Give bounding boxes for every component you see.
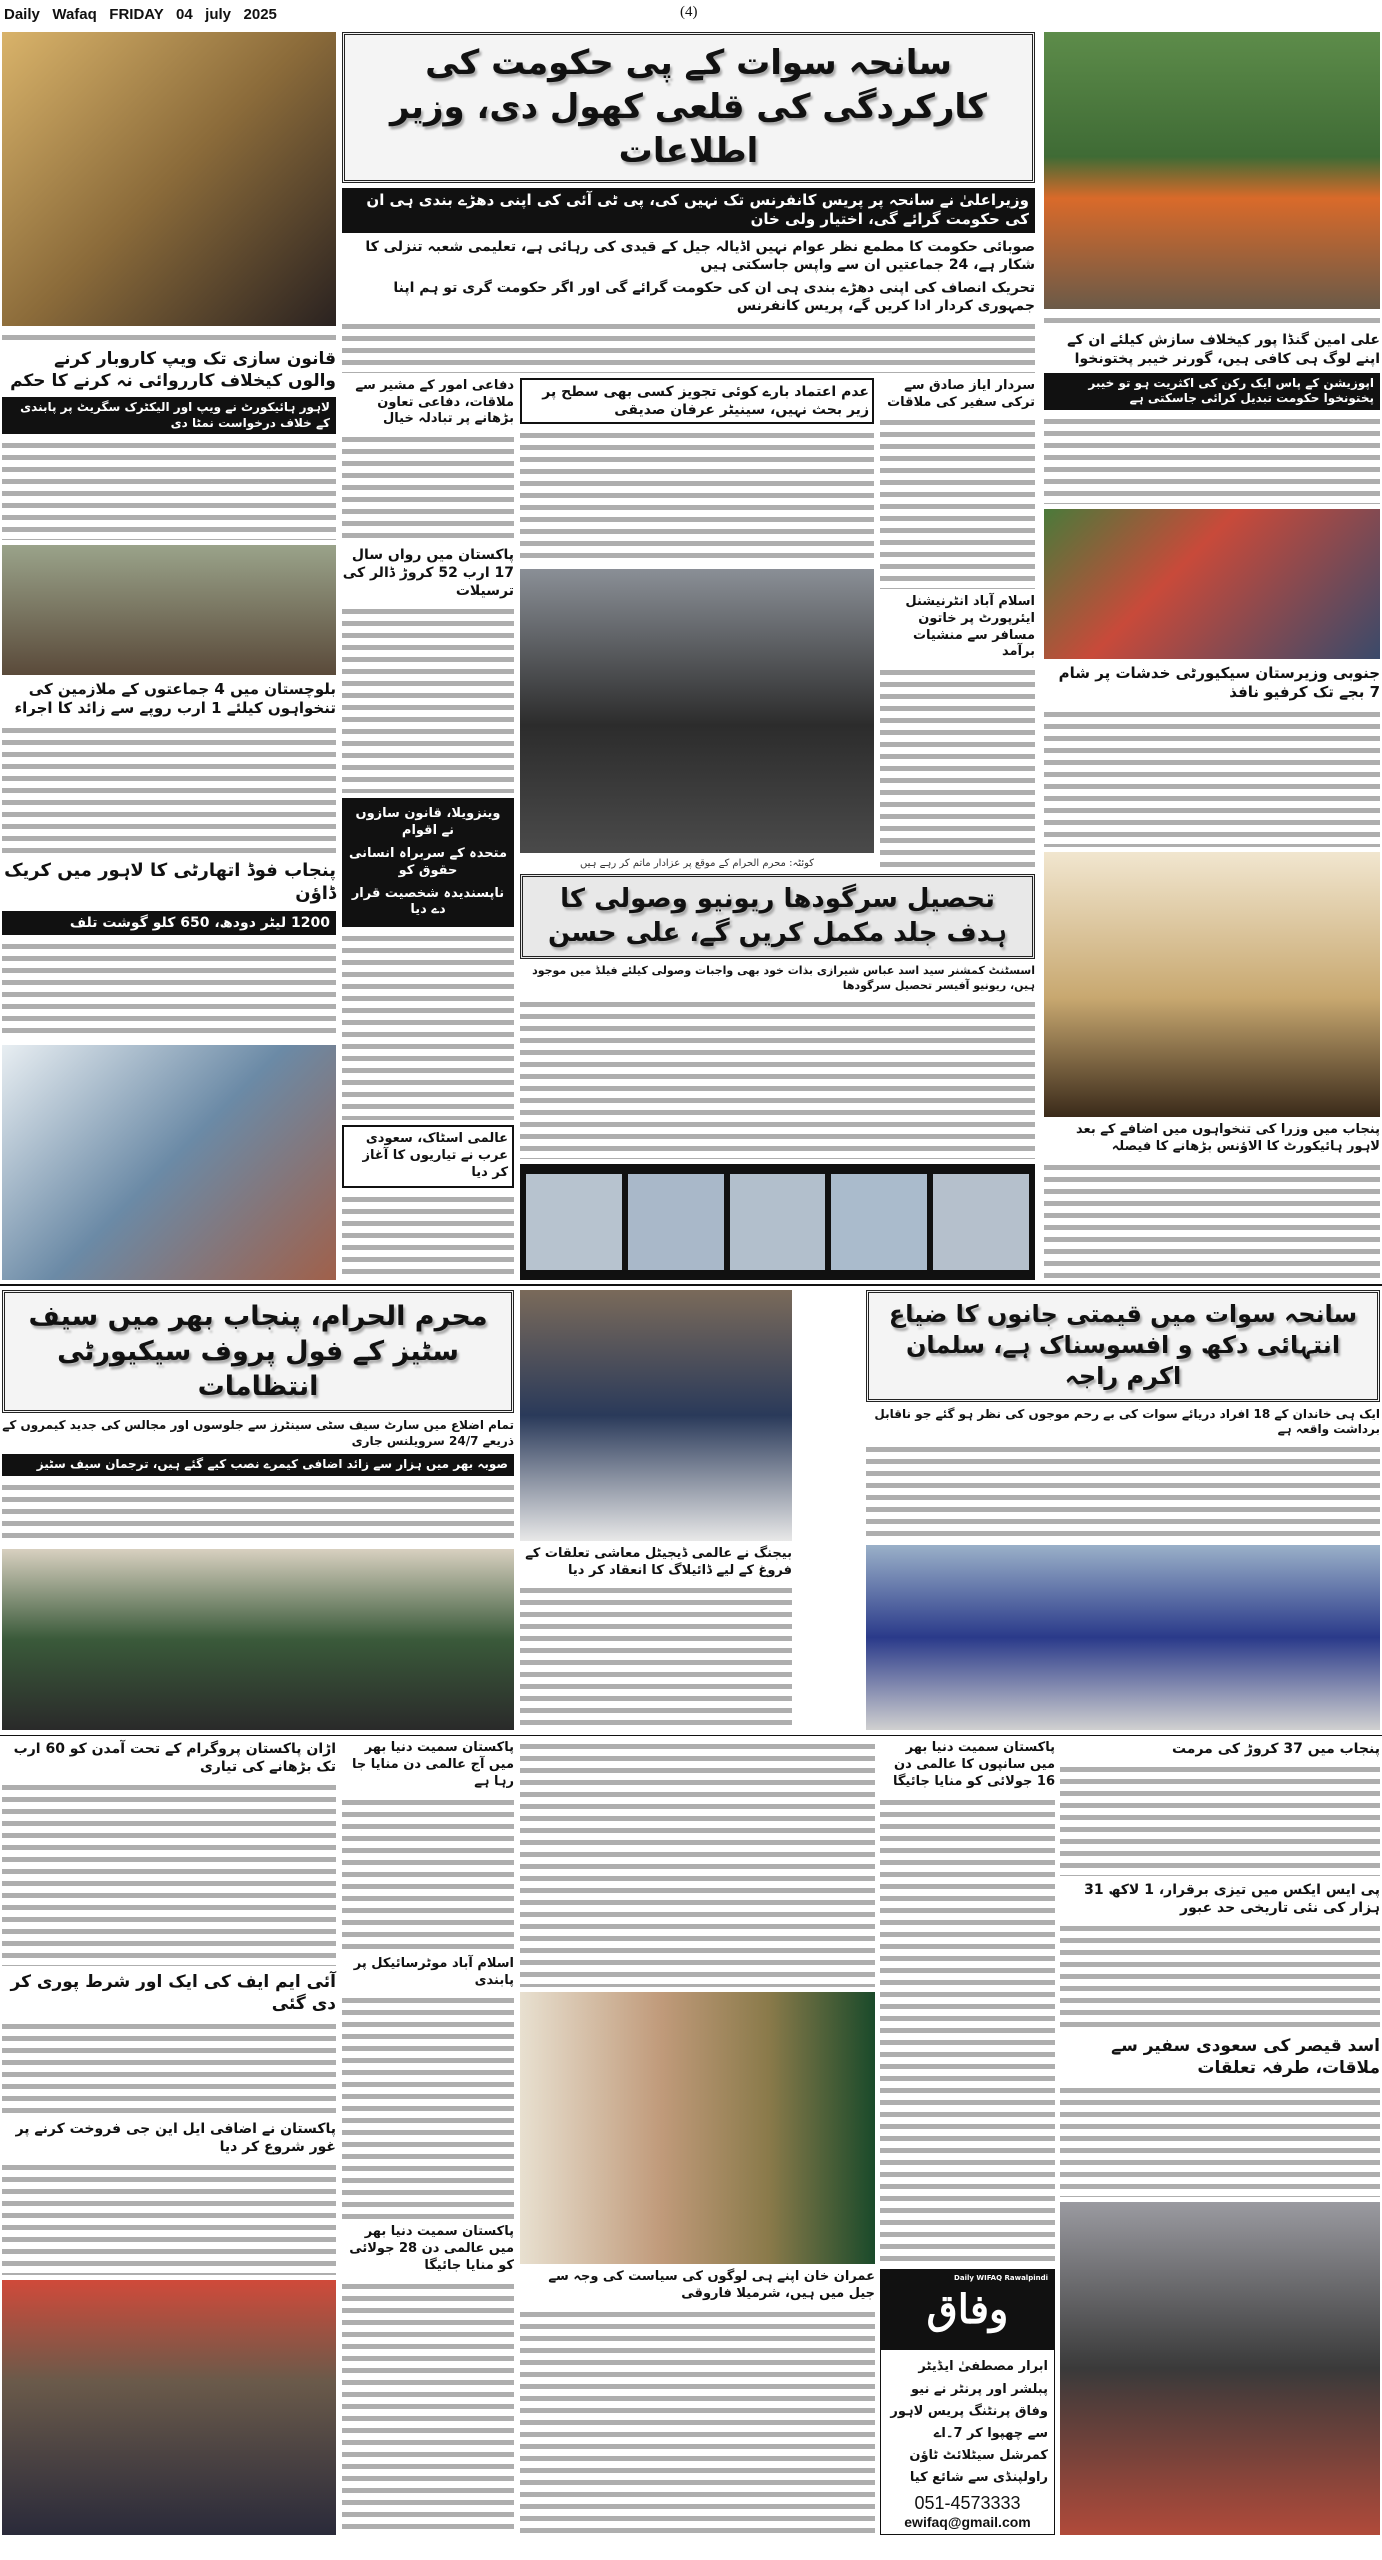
photo-caption (1044, 314, 1380, 326)
right-column-top (1044, 32, 1380, 1280)
centerleft-body-2 (342, 605, 514, 793)
muharram-headline: محرم الحرام، پنجاب بھر میں سیف سٹیز کے فول پروف سیکیورٹی انتظامات (2, 1290, 514, 1413)
right-body-4 (1060, 1763, 1380, 1876)
logo-text: وفاق (926, 2286, 1009, 2334)
photo-caption: کوئٹہ: محرم الحرام کے موقع پر عزادار ماتم کر رہے ہیں (579, 857, 815, 869)
centerright-body-1 (880, 416, 1035, 588)
right-body-2 (1044, 708, 1380, 847)
right-headline-1: علی امین گنڈا پور کیخلاف سازش کیلئے ان کے اپنے لوگ ہی کافی ہیں، گورنر خیبر پختونخوا (1067, 332, 1380, 367)
photo-rescue-team (1044, 32, 1380, 309)
center-region-top (342, 32, 1035, 1280)
center-lower-row (342, 378, 1035, 1280)
centerleft-headline-3: پاکستان سمیت دنیا بھر میں آج عالمی دن منایا جا رہا ہے (351, 1740, 514, 1789)
center-upper-row (520, 378, 1035, 869)
left-body-2 (2, 724, 336, 854)
centerleft-body-1 (342, 433, 514, 541)
centerleft-body-5 (342, 1796, 514, 1951)
left-body-1 (2, 439, 336, 539)
lead-sub3: تحریک انصاف کی اپنی دھڑے بندی ہی ان کی حکومت گرائے گی اور اگر حکومت گری تو ہم اپنا جمہوری کردار ادا کریں گے، پریس کانفرنس (393, 279, 1035, 315)
muharram-body (2, 1481, 514, 1544)
center-body-5 (520, 2308, 875, 2535)
revenue-sub: اسسٹنٹ کمشنر سید اسد عباس شیرازی بذات خود بھی واجبات وصولی کیلئے فیلڈ میں موجود ہیں، ریونیو آفیسر تحصیل سرگودھا (532, 964, 1035, 992)
divider (0, 1735, 1382, 1736)
left-headline-1: قانون سازی تک ویپ کاروبار کرنے والوں کیخلاف کارروائی نہ کرنے کا حکم (10, 349, 336, 392)
centerleft-body-6 (342, 1994, 514, 2219)
photo-safe-city (2, 1549, 514, 1730)
imprint-box (880, 2269, 1055, 2535)
center-headline-3: بیجنگ نے عالمی ڈیجیٹل معاشی تعلقات کے فروغ کے لیے ڈائیلاگ کا انعقاد کر دیا (525, 1545, 792, 1578)
lead-sub2: صوبائی حکومت کا مطمع نظر عوام نہیں اڈیالہ جیل کے قیدی کی رہائی ہے، تعلیمی شعبہ تنزلی کا شکار ہے، 24 جماعتیں ان سے واپس جاسکتی ہیں (365, 238, 1035, 273)
right-column-bottom (1060, 1740, 1380, 2535)
photo-caption (2, 331, 336, 343)
right-headline-3: پنجاب میں وزرا کی تنخواہوں میں اضافے کے بعد لاہور ہائیکورٹ کا الاؤنس بڑھانے کا فیصلہ (1076, 1121, 1380, 1154)
divider (0, 1284, 1382, 1286)
swat-sub: ایک ہی خاندان کے 18 افراد دریائے سوات کی بے رحم موجوں کی نظر ہو گئے جو ناقابل برداشت واقعہ ہے (874, 1406, 1380, 1437)
centerleft-headline-4: اسلام آباد موٹرسائیکل پر پابندی (353, 1955, 514, 1988)
center-headline-4: عمران خان اپنے ہی لوگوں کی سیاست کی وجہ سے جیل میں ہیں، شرمیلا فاروقی (548, 2269, 875, 2302)
photo-meeting (730, 1174, 826, 1270)
centerright-column-top (880, 378, 1035, 869)
center-headline-1: عدم اعتماد بارے کوئی تجویز کسی بھی سطح پر زیر بحث نہیں، سینیٹر عرفان صدیقی (520, 378, 874, 424)
center-column-top (520, 378, 874, 869)
box-line: متحدہ کے سربراہ انسانی حقوق کو (349, 845, 507, 878)
left-body-6 (2, 2161, 336, 2276)
imprint-phone: 051-4573333 (914, 2493, 1021, 2513)
left-column-top (2, 32, 336, 1280)
centerright-column-bottom (880, 1740, 1055, 2535)
left-headline-6: پاکستان نے اضافی ایل این جی فروخت کرنے پر غور شروع کر دیا (15, 2120, 336, 2155)
centerleft-column-top (342, 378, 514, 1280)
page-number: (4) (680, 4, 698, 20)
box-line: وینزویلا، قانون سازوں نے اقوام (355, 805, 501, 838)
photo-handshake (520, 1992, 875, 2264)
right-body-5 (1060, 1922, 1380, 2030)
photo-meeting (526, 1174, 622, 1270)
centerright-headline-1: سردار ایاز صادق سے ترکی سفیر کی ملاقات (887, 377, 1035, 410)
centerleft-headline-2: پاکستان میں رواں سال 17 ارب 52 کروڑ ڈالر کی ترسیلات (342, 546, 514, 600)
muharram-column (2, 1290, 514, 1730)
center-column-middle (520, 1290, 792, 1730)
centerleft-body-3 (342, 932, 514, 1120)
centerleft-headline-1: دفاعی امور کے مشیر سے ملاقات، دفاعی تعاون بڑھانے پر تبادلہ خیال (355, 377, 514, 427)
photo-strip (520, 1164, 1035, 1280)
photo-meeting (628, 1174, 724, 1270)
muharram-sub2: صوبہ بھر میں ہزار سے زائد اضافی کیمرے نصب کیے گئے ہیں، ترجمان سیف سٹیز (2, 1454, 514, 1476)
masthead: Daily Wafaq FRIDAY 04 july 2025 (4, 6, 277, 23)
imprint-email[interactable]: ewifaq@gmail.com (904, 2514, 1031, 2530)
centerleft-box-venezuela (342, 798, 514, 927)
right-headline-5: پی ایس ایکس میں تیزی برقرار، 1 لاکھ 31 ہزار کی نئی تاریخی حد عبور (1084, 1882, 1380, 1917)
left-headline-3: پنجاب فوڈ اتھارٹی کا لاہور میں کریک ڈاؤن (4, 859, 336, 905)
photo-sports-hall (866, 1545, 1380, 1730)
centerleft-headline-5: پاکستان سمیت دنیا بھر میں عالمی دن 28 جولائی کو منایا جائیگا (349, 2224, 514, 2274)
swat-headline: سانحہ سوات میں قیمتی جانوں کا ضیاع انتہائی دکھ و افسوسناک ہے، سلمان اکرم راجہ (866, 1290, 1380, 1402)
logo-tag: Daily WIFAQ Rawalpindi (954, 2274, 1048, 2283)
right-body-6 (1060, 2084, 1380, 2197)
centerleft-box-stock: عالمی اسٹاک، سعودی عرب نے تیاریوں کا آغاز کر دیا (342, 1125, 514, 1188)
centerleft-body-7 (342, 2280, 514, 2535)
centerleft-body-4 (342, 1193, 514, 1281)
photo-shop (1044, 509, 1380, 658)
swat-body (866, 1443, 1380, 1540)
photo-governor-meeting (1044, 852, 1380, 1116)
right-body-1 (1044, 415, 1380, 504)
left-headline-4: اڑان پاکستان پروگرام کے تحت آمدن کو 60 ارب تک بڑھانے کی تیاری (13, 1741, 336, 1776)
photo-book-fair (2, 2280, 336, 2535)
photo-railway (2, 545, 336, 675)
muharram-sub1: تمام اضلاع میں سارٹ سیف سٹی سینٹرز سے جلوسوں اور مجالس کی جدید کیمروں کے ذریعے 24/7 سرویلنس جاری (2, 1418, 514, 1448)
lead-headline: سانحہ سوات کے پی حکومت کی کارکردگی کی قلعی کھول دی، وزیر اطلاعات (342, 32, 1035, 183)
box-line: ناپسندیدہ شخصیت قرار دے دیا (351, 885, 505, 918)
revenue-headline: تحصیل سرگودھا ریونیو وصولی کا ہدف جلد مکمل کریں گے، علی حسن (520, 874, 1035, 960)
swat-column (866, 1290, 1380, 1730)
right-body-3 (1044, 1161, 1380, 1280)
center-body-4 (520, 1740, 875, 1987)
center-column-bottom (520, 1740, 875, 2535)
center-body-3 (520, 1584, 792, 1730)
photo-meeting (933, 1174, 1029, 1270)
right-sub-1: اپوزیشن کے پاس ایک رکن کی اکثریت ہو تو خیبر پختونخوا حکومت تبدیل کرائی جاسکتی ہے (1044, 373, 1380, 410)
left-body-5 (2, 2020, 336, 2115)
right-headline-2: جنوبی وزیرستان سیکیورٹی خدشات پر شام 7 بجے تک کرفیو نافذ (1058, 663, 1380, 702)
photo-food-authority (2, 1045, 336, 1280)
lead-body (342, 320, 1035, 372)
masthead-logo (881, 2270, 1054, 2350)
lead-sub1: وزیراعلیٰ نے سانحہ پر پریس کانفرنس تک نہیں کی، پی ٹی آئی کی اپنی دھڑے بندی ہی ان کی حکومت گرائے گی، اختیار ولی خان (342, 188, 1035, 233)
center-body-1 (520, 429, 874, 564)
photo-food-distribution (1060, 2202, 1380, 2535)
photo-muharram-procession (520, 569, 874, 852)
left-body-4 (2, 1781, 336, 1966)
photo-jewelry-shop (2, 32, 336, 326)
left-headline-5: آئی ایم ایف کی ایک اور شرط پوری کر دی گئی (10, 1971, 336, 2014)
centerright-headline-2: اسلام آباد انٹرنیشنل ایئرپورٹ پر خاتون مسافر سے منشیات برآمد (905, 593, 1035, 660)
photo-officials-visit (520, 1290, 792, 1541)
imprint-text: ابرار مصطفیٰ ایڈیٹر پبلشر اور پرنٹر نے نیو وفاق پرنٹنگ پریس لاہور سے چھپوا کر 7۔اے کمرشل سیٹلائٹ ٹاؤن راولپنڈی سے شائع کیا (890, 2359, 1048, 2485)
centerright-headline-3: پاکستان سمیت دنیا بھر میں سانپوں کا عالمی دن 16 جولائی کو منایا جائیگا (892, 1740, 1055, 1789)
centerright-body-3 (880, 1796, 1055, 2265)
revenue-body (520, 998, 1035, 1159)
right-headline-4: پنجاب میں 37 کروڑ کی مرمت (1171, 1741, 1380, 1757)
left-sub-3: 1200 لیٹر دودھ، 650 کلو گوشت تلف (2, 911, 336, 935)
photo-meeting (831, 1174, 927, 1270)
centerright-body-2 (880, 666, 1035, 868)
center-main-top (520, 378, 1035, 1280)
left-headline-2: بلوچستان میں 4 جماعتوں کے ملازمین کی تنخواہوں کیلئے 1 ارب روپے سے زائد کا اجراء (14, 679, 336, 718)
centerleft-column-bottom (342, 1740, 514, 2535)
left-body-3 (2, 940, 336, 1040)
left-column-bottom (2, 1740, 336, 2535)
right-headline-6: اسد قیصر کی سعودی سفیر سے ملاقات، طرفہ تعلقات (1111, 2036, 1380, 2079)
left-sub-1: لاہور ہائیکورٹ نے ویپ اور الیکٹرک سگریٹ پر پابندی کے خلاف درخواست نمٹا دی (2, 397, 336, 434)
